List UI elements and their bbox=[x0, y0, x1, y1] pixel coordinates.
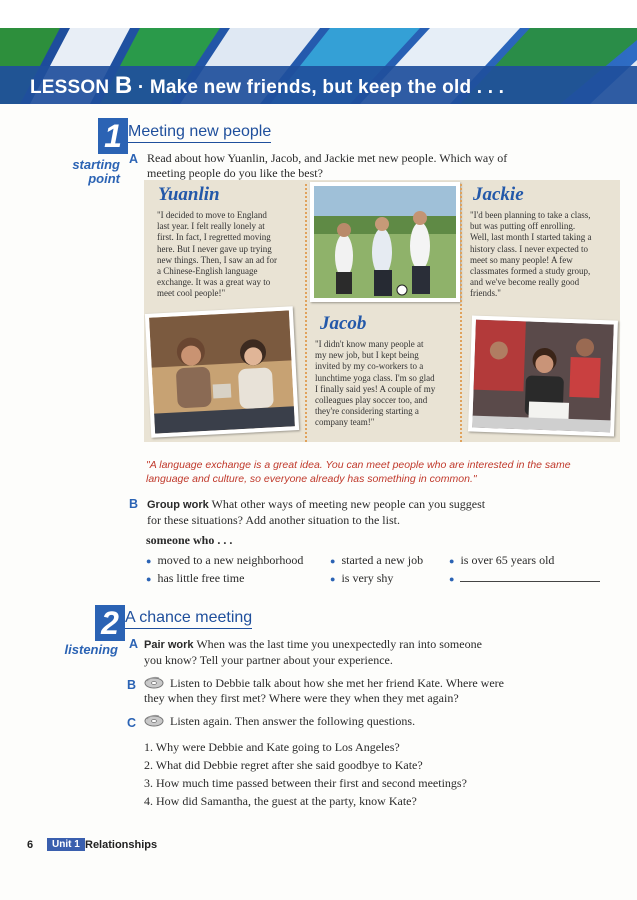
example-answer-line-2: language and culture, so everyone already has something in common." bbox=[146, 473, 477, 485]
instruction-2c bbox=[144, 713, 574, 729]
instruction-2b bbox=[144, 675, 574, 706]
photo-coworkers-soccer bbox=[310, 182, 460, 302]
quote-line: lunchtime yoga class. I'm so glad bbox=[315, 372, 435, 383]
quote-line: last year. I felt really lonely at bbox=[157, 221, 265, 232]
jacob-name: Jacob bbox=[320, 313, 367, 334]
example-answer-quote bbox=[146, 458, 586, 486]
instruction-2b-line-1: Listen to Debbie talk about how she met her friend Kate. Where were bbox=[170, 676, 504, 690]
question-item: 3. How much time passed between their first and second meetings? bbox=[144, 776, 467, 790]
audio-cd-icon[interactable] bbox=[144, 713, 164, 727]
quote-line: "I'd been planning to take a class, bbox=[470, 210, 591, 220]
example-answer-line-1: "A language exchange is a great idea. You can meet people who are interested in the same bbox=[146, 459, 571, 471]
jackie-name: Jackie bbox=[473, 184, 524, 205]
bullet-dot-icon: ● bbox=[146, 556, 152, 566]
instruction-2a-line-1: When was the last time you unexpectedly ran into someone bbox=[196, 637, 482, 651]
side-label-listening: listening bbox=[64, 642, 118, 657]
quote-line: first. In fact, I regretted moving bbox=[157, 232, 271, 243]
photo-history-class bbox=[468, 315, 618, 436]
instruction-a-line-1: Read about how Yuanlin, Jacob, and Jackie met new people. Which way of bbox=[147, 151, 508, 165]
unit-badge: Unit 1 bbox=[47, 838, 85, 851]
side-label-starting-point bbox=[60, 158, 120, 186]
history-class-photo-graphic bbox=[472, 320, 614, 433]
section-number-1: 1 bbox=[98, 118, 128, 154]
lesson-letter: B bbox=[114, 72, 133, 99]
instruction-2a-line-2: you know? Tell your partner about your experience. bbox=[144, 653, 393, 667]
situation-bullet bbox=[330, 571, 393, 586]
quote-line: classmates formed a study group, bbox=[470, 266, 591, 277]
question-item: 4. How did Samantha, the guest at the party, know Kate? bbox=[144, 794, 417, 808]
quote-line: invited by my co-workers to a bbox=[315, 361, 424, 372]
group-work-label: Group work bbox=[147, 499, 209, 511]
bullet-text: is over 65 years old bbox=[460, 553, 555, 567]
item-letter-b: B bbox=[129, 497, 139, 511]
yuanlin-name: Yuanlin bbox=[158, 184, 220, 205]
situation-bullet-blank bbox=[449, 571, 600, 586]
quote-line: meet so many people! A few bbox=[470, 254, 573, 265]
item-letter-c: C bbox=[127, 716, 137, 730]
item-letter-a: A bbox=[129, 637, 139, 651]
quote-line: company team!" bbox=[315, 417, 375, 428]
situation-bullet bbox=[146, 553, 303, 568]
quote-line: and we've become really good bbox=[470, 277, 580, 288]
instruction-2a bbox=[144, 637, 564, 668]
quote-line: here. But I never gave up trying bbox=[157, 243, 272, 254]
item-letter-b: B bbox=[127, 678, 137, 692]
page-number: 6 bbox=[27, 839, 34, 851]
quote-line: new things. Then, I saw an ad for bbox=[157, 254, 278, 265]
lesson-title bbox=[30, 72, 504, 100]
instruction-a-line-2: meeting people do you like the best? bbox=[147, 166, 323, 180]
lesson-heading: · Make new friends, but keep the old . . . bbox=[137, 77, 505, 98]
item-letter-a: A bbox=[129, 152, 139, 166]
quote-line: meet cool people!" bbox=[157, 288, 226, 299]
lesson-banner bbox=[0, 0, 637, 104]
bullet-text: has little free time bbox=[157, 571, 245, 585]
section-title-a-chance-meeting: A chance meeting bbox=[125, 609, 252, 629]
quote-line: Well, last month I started taking a bbox=[470, 232, 592, 243]
quote-line: "I didn't know many people at bbox=[315, 339, 424, 349]
question-item: 2. What did Debbie regret after she said goodbye to Kate? bbox=[144, 758, 423, 772]
situation-bullet bbox=[146, 571, 244, 586]
bullet-text: is very shy bbox=[341, 571, 394, 585]
audio-cd-icon[interactable] bbox=[144, 675, 164, 689]
quote-line: I finally said yes! A couple of my bbox=[315, 383, 436, 394]
divider-dotted bbox=[305, 184, 307, 442]
jacob-quote bbox=[315, 339, 461, 429]
quote-line: colleagues play soccer too, and bbox=[315, 395, 428, 406]
quote-line: but was putting off enrolling. bbox=[470, 221, 576, 232]
bullet-dot-icon: ● bbox=[449, 574, 455, 584]
soccer-photo-graphic bbox=[314, 186, 456, 298]
jackie-quote bbox=[470, 210, 616, 300]
quote-line: a Chinese-English language bbox=[157, 266, 258, 277]
bullet-dot-icon: ● bbox=[449, 556, 455, 566]
question-item: 1. Why were Debbie and Kate going to Los Angeles? bbox=[144, 740, 400, 754]
lesson-word: LESSON bbox=[30, 77, 110, 98]
bullet-dot-icon: ● bbox=[330, 556, 336, 566]
bullet-dot-icon: ● bbox=[146, 574, 152, 584]
photo-language-exchange bbox=[145, 306, 299, 438]
instruction-2c-text: Listen again. Then answer the following questions. bbox=[170, 714, 416, 728]
someone-who-heading: someone who . . . bbox=[146, 533, 233, 547]
side-label-line-1: starting bbox=[72, 157, 120, 172]
pair-work-label: Pair work bbox=[144, 639, 194, 651]
situation-bullet bbox=[330, 553, 423, 568]
section-title-meeting-new-people: Meeting new people bbox=[128, 123, 271, 143]
bullet-dot-icon: ● bbox=[330, 574, 336, 584]
instruction-b-line-2: for these situations? Add another situation to the list. bbox=[147, 513, 400, 527]
quote-line: exchange. It was a great way to bbox=[157, 277, 271, 288]
unit-topic: Relationships bbox=[85, 839, 158, 851]
quote-line: friends." bbox=[470, 288, 501, 299]
quote-line: they're considering starting a bbox=[315, 406, 419, 417]
section-number-2: 2 bbox=[95, 605, 125, 641]
yuanlin-quote bbox=[157, 210, 307, 300]
bullet-text: started a new job bbox=[341, 553, 424, 567]
instruction-b-line-1: What other ways of meeting new people can you suggest bbox=[211, 497, 486, 511]
side-label-line-2: point bbox=[88, 171, 120, 186]
answer-blank[interactable] bbox=[460, 572, 600, 582]
instruction-b bbox=[147, 497, 567, 528]
situation-bullet bbox=[449, 553, 554, 568]
instruction-2b-line-2: they when they first met? Where were they when they met again? bbox=[144, 691, 459, 705]
quote-line: "I decided to move to England bbox=[157, 210, 267, 220]
language-exchange-photo-graphic bbox=[149, 310, 295, 433]
instruction-a bbox=[147, 151, 567, 181]
bullet-text: moved to a new neighborhood bbox=[157, 553, 304, 567]
quote-line: history class. I never expected to bbox=[470, 243, 588, 254]
quote-line: my new job, but I kept being bbox=[315, 350, 419, 361]
